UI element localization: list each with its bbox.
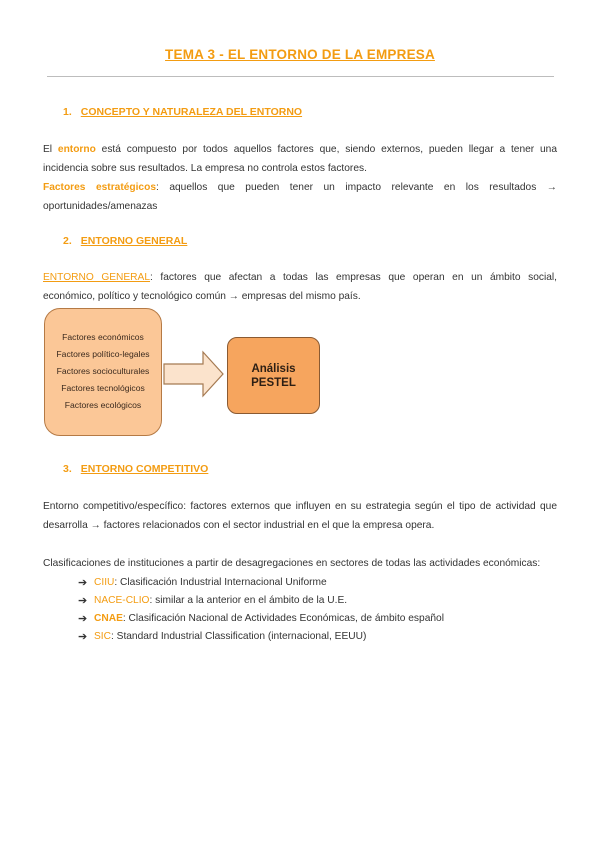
- list-item: [78, 628, 444, 646]
- arrow-bullet-icon: ➔: [78, 595, 88, 607]
- entorno-general-line1: [43, 268, 557, 287]
- right-arrow-icon: [163, 350, 225, 398]
- section-1-heading: [63, 106, 302, 118]
- entorno-term: entorno: [57, 144, 96, 155]
- text: : factores que afectan a todas las empresas que operan en un ámbito social,: [150, 272, 557, 283]
- list-item: [78, 592, 444, 610]
- factor-item: Factores tecnológicos: [61, 383, 145, 393]
- list-item: [78, 574, 444, 592]
- section-3-heading: [63, 463, 208, 475]
- classification-code: NACE-CLIO: [94, 595, 150, 606]
- pestel-analysis-box: [227, 337, 320, 414]
- factor-item: Factores ecológicos: [64, 400, 142, 410]
- section-2-title: ENTORNO GENERAL: [80, 235, 188, 247]
- title-divider: [47, 76, 554, 77]
- arrow-bullet-icon: ➔: [78, 613, 88, 625]
- classification-desc: : Standard Industrial Classification (internacional, EEUU): [110, 631, 367, 642]
- arrow-bullet-icon: ➔: [78, 631, 88, 643]
- text: El: [43, 144, 58, 155]
- section-1-title: CONCEPTO Y NATURALEZA DEL ENTORNO: [80, 106, 303, 118]
- section-1-number: 1.: [63, 106, 72, 118]
- factores-estrategicos-line2: oportunidades/amenazas: [43, 201, 158, 212]
- pestel-label-line1: Análisis: [251, 362, 296, 375]
- factores-estrategicos-term: Factores estratégicos: [43, 182, 156, 193]
- classification-list: [78, 574, 444, 646]
- section-2-number: 2.: [63, 235, 72, 247]
- clasificaciones-intro: Clasificaciones de instituciones a partir de desagregaciones en sectores de todas las actividades económicas:: [43, 558, 541, 569]
- page-title: TEMA 3 - EL ENTORNO DE LA EMPRESA: [165, 47, 435, 62]
- arrow-bullet-icon: ➔: [78, 577, 88, 589]
- classification-desc: : similar a la anterior en el ámbito de la U.E.: [149, 595, 348, 606]
- classification-code: SIC: [94, 631, 111, 642]
- list-item: [78, 610, 444, 628]
- entorno-definition-line2: incidencia sobre sus resultados. La empresa no controla estos factores.: [43, 163, 367, 174]
- section-2-heading: [63, 235, 187, 247]
- factor-item: Factores político-legales: [56, 349, 150, 359]
- entorno-competitivo-line2: desarrolla → factores relacionados con el sector industrial en el que la empresa opera.: [43, 520, 435, 531]
- classification-desc: : Clasificación Industrial Internacional Uniforme: [114, 577, 327, 588]
- factor-item: Factores socioculturales: [56, 366, 150, 376]
- classification-code: CIIU: [94, 577, 115, 588]
- classification-desc: : Clasificación Nacional de Actividades Económicas, de ámbito español: [122, 613, 444, 624]
- entorno-definition-line1: [43, 140, 557, 159]
- text: está compuesto por todos aquellos factores que, siendo externos, pueden llegar a tener una: [95, 144, 557, 155]
- factors-box: [44, 308, 162, 436]
- entorno-competitivo-line1: Entorno competitivo/específico: factores externos que influyen en su estrategia según el tipo de actividad que: [43, 501, 557, 512]
- entorno-general-line2: económico, político y tecnológico común → empresas del mismo país.: [43, 291, 361, 302]
- factores-estrategicos-line1: [43, 178, 557, 197]
- factor-item: Factores económicos: [62, 332, 144, 342]
- pestel-label-line2: PESTEL: [251, 376, 296, 389]
- classification-code: CNAE: [94, 613, 123, 624]
- entorno-general-term: ENTORNO GENERAL: [43, 272, 151, 283]
- section-3-title: ENTORNO COMPETITIVO: [80, 463, 209, 475]
- section-3-number: 3.: [63, 463, 72, 475]
- text: : aquellos que pueden tener un impacto relevante en los resultados →: [156, 182, 557, 193]
